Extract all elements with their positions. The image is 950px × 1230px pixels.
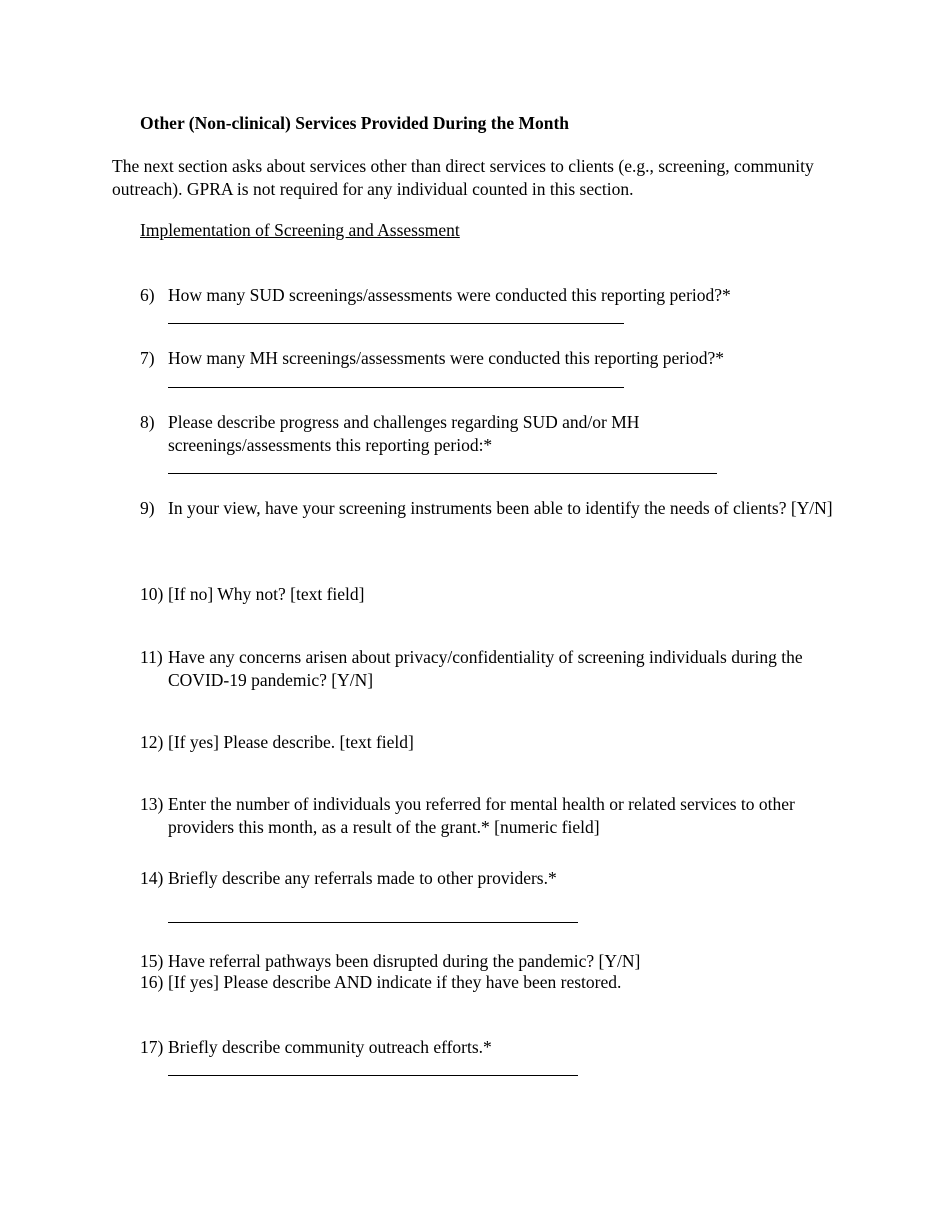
question-number: 11) bbox=[140, 647, 163, 667]
section-title: Other (Non-clinical) Services Provided During the Month bbox=[140, 113, 570, 133]
question-text: Please describe progress and challenges regarding SUD and/or MH screenings/assessments this reporting period:* bbox=[168, 412, 640, 455]
subheading: Implementation of Screening and Assessment bbox=[140, 220, 460, 240]
question-number: 16) bbox=[140, 972, 164, 992]
question-7 bbox=[140, 347, 860, 370]
section-intro: The next section asks about services other than direct services to clients (e.g., screening, community outreach). GPRA is not required for any individual counted in this section. bbox=[112, 156, 814, 199]
question-number: 14) bbox=[140, 868, 164, 888]
answer-line-8[interactable] bbox=[168, 473, 717, 474]
answer-line-17[interactable] bbox=[168, 1075, 578, 1076]
question-15 bbox=[140, 950, 860, 973]
answer-line-6[interactable] bbox=[168, 323, 624, 324]
question-9 bbox=[140, 497, 840, 520]
question-text: How many SUD screenings/assessments were conducted this reporting period?* bbox=[168, 285, 731, 305]
question-text: Enter the number of individuals you referred for mental health or related services to other providers this month, as a result of the grant.* [numeric field] bbox=[168, 794, 795, 837]
question-number: 6) bbox=[140, 285, 155, 305]
question-12 bbox=[140, 731, 860, 754]
question-text: In your view, have your screening instruments been able to identify the needs of clients? [Y/N] bbox=[168, 498, 833, 518]
question-text: How many MH screenings/assessments were conducted this reporting period?* bbox=[168, 348, 724, 368]
question-6 bbox=[140, 284, 860, 307]
question-text: Briefly describe any referrals made to other providers.* bbox=[168, 868, 557, 888]
question-text: [If yes] Please describe. [text field] bbox=[168, 732, 414, 752]
question-number: 9) bbox=[140, 498, 155, 518]
question-11 bbox=[140, 646, 840, 692]
question-number: 10) bbox=[140, 584, 164, 604]
question-number: 17) bbox=[140, 1037, 164, 1057]
answer-line-14[interactable] bbox=[168, 922, 578, 923]
question-13 bbox=[140, 793, 846, 839]
question-number: 8) bbox=[140, 412, 155, 432]
question-16 bbox=[140, 971, 860, 994]
question-text: Have referral pathways been disrupted during the pandemic? [Y/N] bbox=[168, 951, 641, 971]
question-17 bbox=[140, 1036, 860, 1059]
question-8 bbox=[140, 411, 680, 457]
question-text: [If no] Why not? [text field] bbox=[168, 584, 365, 604]
question-text: Have any concerns arisen about privacy/confidentiality of screening individuals during the COVID-19 pandemic? [Y/N] bbox=[168, 647, 803, 690]
answer-line-7[interactable] bbox=[168, 387, 624, 388]
question-number: 7) bbox=[140, 348, 155, 368]
question-10 bbox=[140, 583, 860, 606]
question-text: [If yes] Please describe AND indicate if they have been restored. bbox=[168, 972, 622, 992]
question-14 bbox=[140, 867, 860, 890]
question-number: 13) bbox=[140, 794, 164, 814]
question-text: Briefly describe community outreach efforts.* bbox=[168, 1037, 492, 1057]
question-number: 15) bbox=[140, 951, 164, 971]
question-number: 12) bbox=[140, 732, 164, 752]
